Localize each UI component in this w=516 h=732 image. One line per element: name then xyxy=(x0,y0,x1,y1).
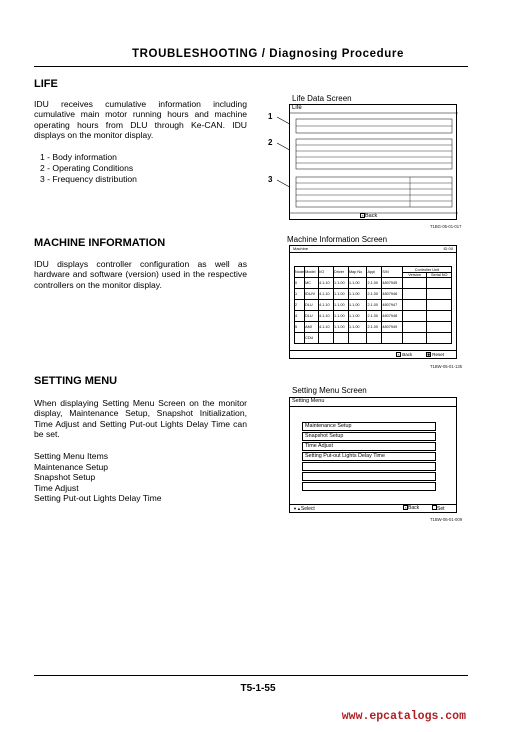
table-cell: 1.1.00 xyxy=(334,289,349,300)
table-row xyxy=(295,278,452,289)
back-icon: × xyxy=(361,213,364,218)
machine-back-button[interactable]: × Back xyxy=(397,352,413,357)
setting-heading: SETTING MENU xyxy=(34,375,118,387)
list-item: 1 - Body information xyxy=(40,152,117,162)
table-cell: 1.1.00 xyxy=(348,278,366,289)
setting-menu-screen xyxy=(289,397,457,513)
machine-paragraph: IDU displays controller configuration as well as hardware and software (version) used in the respective controllers on the monitor display. xyxy=(34,259,247,290)
table-cell: AMI xyxy=(305,322,319,333)
table-cell xyxy=(334,333,349,344)
table-row xyxy=(295,333,452,344)
table-row xyxy=(295,300,452,311)
table-cell: 1.1.00 xyxy=(348,322,366,333)
setting-screen-title: Setting Menu xyxy=(292,398,325,404)
table-cell: 1.1.00 xyxy=(348,311,366,322)
table-cell: 4.1.10 xyxy=(319,311,334,322)
callout-1: 1 xyxy=(268,112,273,121)
table-cell: 4.1.10 xyxy=(319,300,334,311)
life-figure-id: T1BG-05-01-017 xyxy=(430,224,462,229)
table-cell xyxy=(319,333,334,344)
life-data-screen xyxy=(289,104,457,220)
column-header: S/N xyxy=(382,267,402,278)
table-row xyxy=(295,289,452,300)
menu-item-time-adjust[interactable]: Time Adjust xyxy=(302,442,436,451)
table-cell xyxy=(427,311,452,322)
table-cell xyxy=(427,322,452,333)
list-item: 3 - Frequency distribution xyxy=(40,174,137,184)
table-cell: 4807949 xyxy=(382,322,402,333)
menu-item-empty[interactable] xyxy=(302,462,436,471)
menu-item-snapshot-setup[interactable]: Snapshot Setup xyxy=(302,432,436,441)
reset-icon: ✱ xyxy=(427,352,431,357)
table-cell: 1.1.00 xyxy=(334,322,349,333)
table-cell: 0 xyxy=(295,278,305,289)
callout-2: 2 xyxy=(268,138,273,147)
table-cell: 4807948 xyxy=(382,311,402,322)
life-items xyxy=(40,152,137,185)
table-cell: 2.1.00 xyxy=(367,289,382,300)
table-cell xyxy=(402,289,427,300)
table-cell xyxy=(402,300,427,311)
setting-screen-caption: Setting Menu Screen xyxy=(292,386,367,395)
table-cell: 4.1.10 xyxy=(319,289,334,300)
machine-screen-title: Machine xyxy=(293,246,309,251)
table-cell xyxy=(402,322,427,333)
column-header: Model xyxy=(305,267,319,278)
machine-table xyxy=(294,266,452,344)
select-control[interactable]: ▼▲Select xyxy=(293,506,315,512)
table-cell xyxy=(295,333,305,344)
table-cell: DLU xyxy=(305,300,319,311)
table-cell: 2.1.00 xyxy=(367,278,382,289)
menu-item-maintenance-setup[interactable]: Maintenance Setup xyxy=(302,422,436,431)
table-cell: 1.1.00 xyxy=(348,289,366,300)
table-cell: 2.1.00 xyxy=(367,322,382,333)
table-cell: 4.1.10 xyxy=(319,278,334,289)
life-screen-grid xyxy=(290,105,458,221)
table-cell: 1.1.00 xyxy=(334,311,349,322)
column-header: I/O xyxy=(319,267,334,278)
setting-figure-id: T1BW-05-01-009 xyxy=(430,517,463,522)
machine-reset-button[interactable]: ✱ Reset xyxy=(427,352,445,357)
list-item: Maintenance Setup xyxy=(34,461,109,472)
page-number: T5-1-55 xyxy=(240,683,276,694)
list-item: Setting Put-out Lights Delay Time xyxy=(34,493,162,504)
menu-item-empty[interactable] xyxy=(302,482,436,491)
column-header: Map No xyxy=(348,267,366,278)
table-cell: MC xyxy=(305,278,319,289)
table-cell: 5 xyxy=(295,322,305,333)
table-cell xyxy=(382,333,402,344)
table-cell xyxy=(402,278,427,289)
life-screen-title: Life xyxy=(292,105,302,111)
machine-info-screen xyxy=(289,245,457,359)
column-header-group: Controller Unit Version Serial NO xyxy=(402,267,451,278)
back-icon: × xyxy=(404,505,407,510)
table-cell: 1.1.00 xyxy=(348,300,366,311)
machine-heading: MACHINE INFORMATION xyxy=(34,237,166,249)
table-cell: 4807946 xyxy=(382,289,402,300)
table-cell xyxy=(367,333,382,344)
table-cell: 4807947 xyxy=(382,300,402,311)
table-cell: 1.1.00 xyxy=(334,278,349,289)
table-cell xyxy=(402,311,427,322)
callout-3: 3 xyxy=(268,175,273,184)
table-cell: 4807945 xyxy=(382,278,402,289)
column-header: Node xyxy=(295,267,305,278)
watermark-text: www.epcatalogs.com xyxy=(341,710,466,723)
table-cell xyxy=(427,289,452,300)
life-screen-caption: Life Data Screen xyxy=(292,94,352,103)
setting-set-button[interactable]: Set xyxy=(432,505,445,513)
table-cell xyxy=(402,333,427,344)
machine-figure-id: T1BW-05-01-135 xyxy=(430,364,463,369)
select-arrows-icon: ▼▲ xyxy=(293,506,301,511)
table-cell: DLU xyxy=(305,311,319,322)
list-item: Snapshot Setup xyxy=(34,472,96,483)
table-row xyxy=(295,322,452,333)
list-item: 2 - Operating Conditions xyxy=(40,163,134,173)
column-header: Driver xyxy=(334,267,349,278)
table-cell: 2.1.00 xyxy=(367,311,382,322)
table-row xyxy=(295,311,452,322)
table-cell: 4 xyxy=(295,311,305,322)
table-cell: 4.1.10 xyxy=(319,322,334,333)
list-item: Setting Menu Items xyxy=(34,451,109,461)
column-header: Appl xyxy=(367,267,382,278)
machine-screen-corner: ID 00 xyxy=(443,246,453,251)
table-cell xyxy=(427,333,452,344)
footer-rule xyxy=(34,675,468,676)
menu-item-putout-lights-delay[interactable]: Setting Put-out Lights Delay Time xyxy=(302,452,436,461)
machine-table-body xyxy=(295,278,452,344)
life-back-button[interactable]: ×Back xyxy=(361,213,378,219)
menu-item-empty[interactable] xyxy=(302,472,436,481)
life-paragraph: IDU receives cumulative information including cumulative main motor running hours and machine operating hours from DLU through Ke-CAN. IDU displays on the monitor display. xyxy=(34,99,247,140)
table-cell: CDU xyxy=(305,333,319,344)
header-rule xyxy=(34,66,468,67)
setting-items xyxy=(34,451,162,504)
table-cell: 1 xyxy=(295,289,305,300)
back-icon: × xyxy=(397,352,400,357)
machine-screen-caption: Machine Information Screen xyxy=(287,235,388,244)
page-header-title: TROUBLESHOOTING / Diagnosing Procedure xyxy=(132,48,404,60)
list-item: Time Adjust xyxy=(34,482,79,493)
table-cell xyxy=(427,278,452,289)
setting-back-button[interactable]: ×Back xyxy=(404,505,420,511)
table-cell: IDU/V xyxy=(305,289,319,300)
life-heading: LIFE xyxy=(34,78,58,90)
table-header-row xyxy=(295,267,452,278)
table-cell: 2 xyxy=(295,300,305,311)
table-cell: 2.1.00 xyxy=(367,300,382,311)
table-cell xyxy=(427,300,452,311)
setting-paragraph: When displaying Setting Menu Screen on the monitor display, Maintenance Setup, Snapshot Initialization, Time Adjust and Setting Put-out Lights Delay Time can be set. xyxy=(34,398,247,439)
table-cell xyxy=(348,333,366,344)
table-cell: 1.1.00 xyxy=(334,300,349,311)
